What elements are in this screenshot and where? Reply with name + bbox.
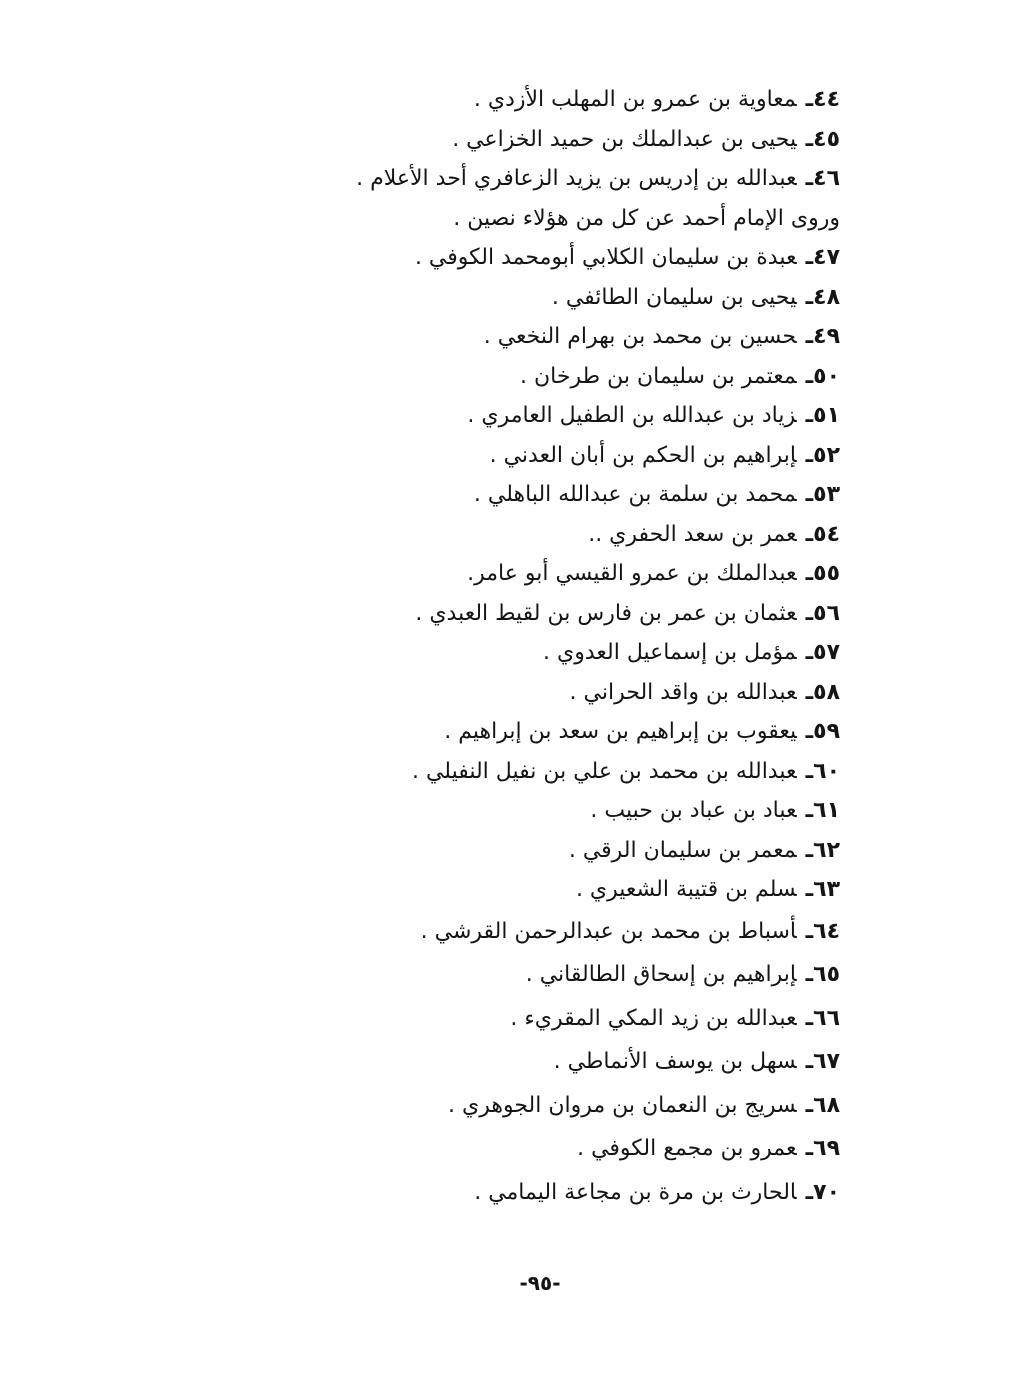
list-entry bbox=[356, 953, 840, 997]
entry-text: عبدالملك بن عمرو القيسي أبو عامر. bbox=[467, 561, 797, 586]
entry-text: معمر بن سليمان الرقي . bbox=[568, 837, 797, 863]
entry-text: عمر بن سعد الحفري .. bbox=[588, 521, 797, 547]
entry-number: ٦٠ـ bbox=[805, 758, 840, 784]
list-entry bbox=[356, 997, 840, 1041]
entry-number: ٥٠ـ bbox=[805, 363, 840, 389]
list-entry bbox=[356, 712, 840, 752]
entry-number: ٦٧ـ bbox=[805, 1049, 840, 1075]
list-entry bbox=[356, 120, 840, 160]
list-entry bbox=[356, 752, 840, 792]
entry-number: ٤٤ـ bbox=[805, 87, 840, 112]
entry-number: ٥٤ـ bbox=[805, 521, 840, 547]
note-text: وروى الإمام أحمد عن كل من هؤلاء نصين . bbox=[453, 205, 840, 231]
entry-number: ٥٢ـ bbox=[805, 442, 840, 468]
entry-text: سهل بن يوسف الأنماطي . bbox=[553, 1049, 797, 1075]
entry-number: ٥٣ـ bbox=[805, 482, 840, 507]
entry-text: عبدالله بن زيد المكي المقريء . bbox=[510, 1005, 797, 1031]
page-number: -٩٥- bbox=[519, 1271, 561, 1295]
list-entry bbox=[356, 791, 840, 831]
entry-text: عبدالله بن محمد بن علي بن نفيل النفيلي . bbox=[411, 758, 797, 784]
entry-number: ٦٢ـ bbox=[805, 837, 840, 863]
list-entry bbox=[356, 870, 840, 910]
list-entry bbox=[356, 594, 840, 634]
entry-text: يحيى بن سليمان الطائفي . bbox=[551, 284, 797, 310]
entry-text: سريج بن النعمان بن مروان الجوهري . bbox=[448, 1092, 797, 1118]
entry-text: عباد بن عباد بن حبيب . bbox=[590, 798, 797, 823]
entry-text: عثمان بن عمر بن فارس بن لقيط العبدي . bbox=[415, 600, 797, 626]
entry-number: ٤٧ـ bbox=[805, 245, 840, 270]
entry-text: عبدالله بن إدريس بن يزيد الزعافري أحد الأعلام . bbox=[356, 166, 797, 191]
entry-number: ٥٦ـ bbox=[805, 600, 840, 626]
list-entry bbox=[356, 278, 840, 318]
entry-number: ٥٩ـ bbox=[805, 719, 840, 744]
list-entry bbox=[356, 1127, 840, 1171]
entry-text: معاوية بن عمرو بن المهلب الأزدي . bbox=[473, 87, 797, 112]
list-entry bbox=[356, 159, 840, 199]
list-entry bbox=[356, 554, 840, 594]
entry-number: ٥٧ـ bbox=[805, 640, 840, 665]
entry-text: عبدالله بن واقد الحراني . bbox=[569, 679, 797, 705]
list-entry bbox=[356, 831, 840, 871]
entry-text: حسين بن محمد بن بهرام النخعي . bbox=[483, 324, 797, 349]
list-entry bbox=[356, 1084, 840, 1128]
list-entry bbox=[356, 317, 840, 357]
entry-text: معتمر بن سليمان بن طرخان . bbox=[520, 363, 797, 389]
entry-number: ٥١ـ bbox=[805, 403, 840, 428]
list-entry bbox=[356, 475, 840, 515]
entry-number: ٦٤ـ bbox=[805, 918, 840, 944]
entry-number: ٧٠ـ bbox=[805, 1180, 840, 1206]
entry-text: زياد بن عبدالله بن الطفيل العامري . bbox=[467, 403, 797, 428]
entry-number: ٤٦ـ bbox=[805, 166, 840, 191]
entry-text: عبدة بن سليمان الكلابي أبومحمد الكوفي . bbox=[414, 245, 797, 270]
list-entry bbox=[356, 1171, 840, 1215]
entry-number: ٤٥ـ bbox=[805, 126, 840, 152]
entry-number: ٥٨ـ bbox=[805, 679, 840, 705]
entry-number: ٦٥ـ bbox=[805, 962, 840, 988]
entry-text: يعقوب بن إبراهيم بن سعد بن إبراهيم . bbox=[444, 719, 797, 744]
list-entry bbox=[356, 633, 840, 673]
entry-text: عمرو بن مجمع الكوفي . bbox=[577, 1136, 797, 1162]
entry-number: ٦٣ـ bbox=[805, 877, 840, 902]
list-entry bbox=[356, 910, 840, 954]
entry-number: ٦٦ـ bbox=[805, 1005, 840, 1031]
list-entry bbox=[356, 396, 840, 436]
list-entry bbox=[356, 80, 840, 120]
entry-text: سلم بن قتيبة الشعيري . bbox=[575, 877, 797, 902]
entry-text: مؤمل بن إسماعيل العدوي . bbox=[543, 640, 797, 665]
entry-number: ٥٥ـ bbox=[805, 561, 840, 586]
list-entry bbox=[356, 436, 840, 476]
note-line bbox=[356, 199, 840, 239]
list-entry bbox=[356, 673, 840, 713]
entry-text: محمد بن سلمة بن عبدالله الباهلي . bbox=[473, 482, 797, 507]
entry-text: الحارث بن مرة بن مجاعة اليمامي . bbox=[474, 1180, 797, 1206]
entry-text: إبراهيم بن الحكم بن أبان العدني . bbox=[489, 442, 797, 468]
entry-text: يحيى بن عبدالملك بن حميد الخزاعي . bbox=[452, 126, 797, 152]
entry-number: ٤٨ـ bbox=[805, 284, 840, 310]
entry-number: ٦٨ـ bbox=[805, 1092, 840, 1118]
entry-number: ٤٩ـ bbox=[805, 324, 840, 349]
list-entry bbox=[356, 515, 840, 555]
entry-text: إبراهيم بن إسحاق الطالقاني . bbox=[525, 962, 797, 988]
list-entry bbox=[356, 1040, 840, 1084]
narrator-list bbox=[356, 80, 840, 1215]
entry-number: ٦١ـ bbox=[805, 798, 840, 823]
entry-text: أسباط بن محمد بن عبدالرحمن القرشي . bbox=[420, 918, 797, 944]
entry-number: ٦٩ـ bbox=[805, 1136, 840, 1162]
list-entry bbox=[356, 357, 840, 397]
list-entry bbox=[356, 238, 840, 278]
